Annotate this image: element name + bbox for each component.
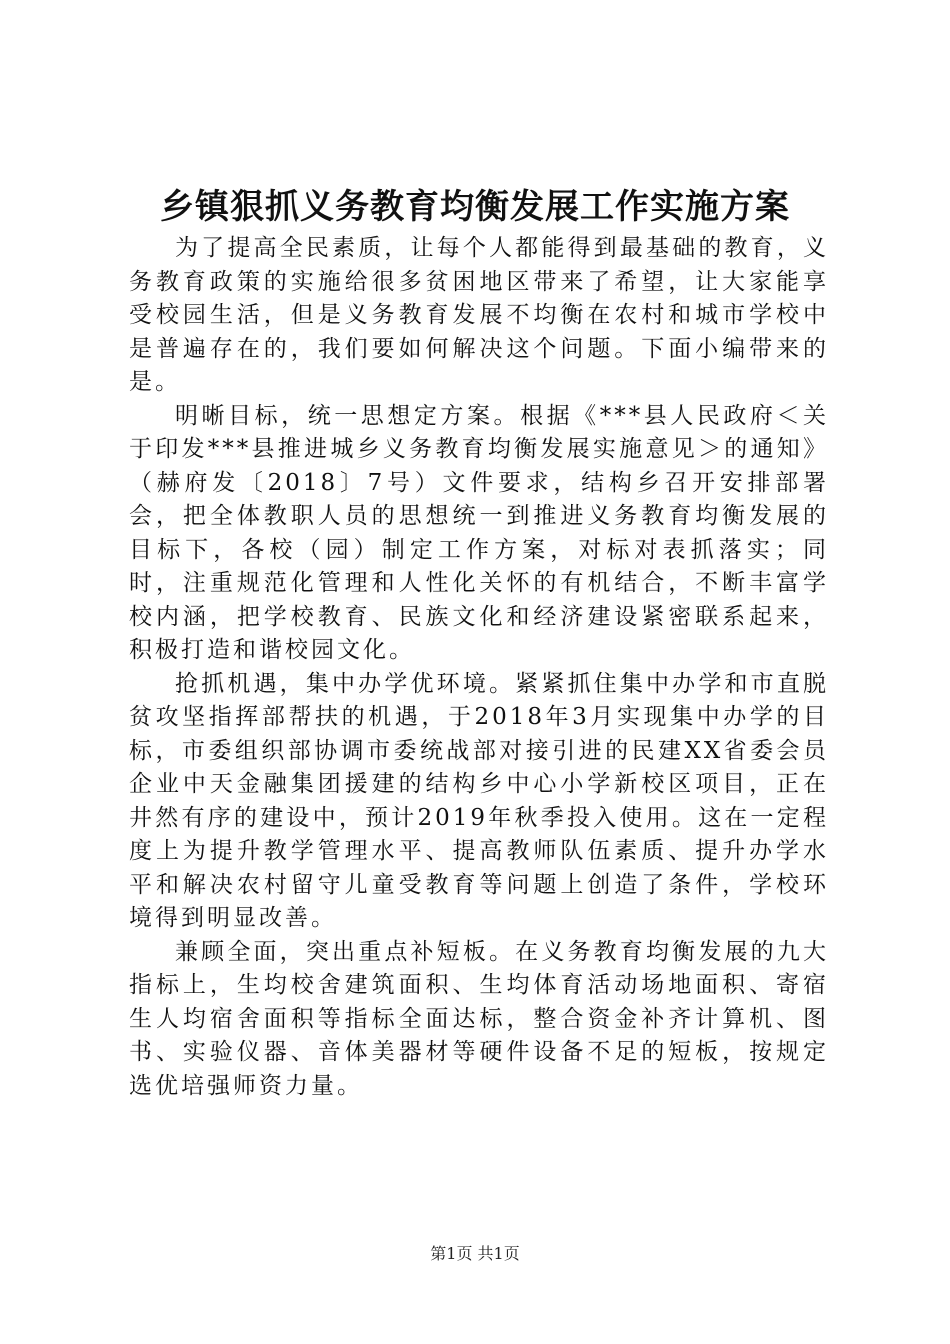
document-title: 乡镇狠抓义务教育均衡发展工作实施方案	[160, 187, 790, 227]
document-body	[129, 232, 829, 1103]
paragraph-goals: 明晰目标，统一思想定方案。根据《***县人民政府＜关于印发***县推进城乡义务教育均衡发展实施意见＞的通知》（赫府发〔2018〕7号）文件要求，结构乡召开安排部署会，把全体教职人员的思想统一到推进义务教育均衡发展的目标下，各校（园）制定工作方案，对标对表抓落实；同时，注重规范化管理和人性化关怀的有机结合，不断丰富学校内涵，把学校教育、民族文化和经济建设紧密联系起来，积极打造和谐校园文化。	[129, 402, 829, 663]
page-number-footer: 第1页 共1页	[430, 1244, 520, 1263]
paragraph-shortcomings: 兼顾全面，突出重点补短板。在义务教育均衡发展的九大指标上，生均校舍建筑面积、生均体育活动场地面积、寄宿生人均宿舍面积等指标全面达标，整合资金补齐计算机、图书、实验仪器、音体美器材等硬件设备不足的短板，按规定选优培强师资力量。	[129, 938, 829, 1099]
paragraph-intro: 为了提高全民素质，让每个人都能得到最基础的教育，义务教育政策的实施给很多贫困地区带来了希望，让大家能享受校园生活，但是义务教育发展不均衡在农村和城市学校中是普遍存在的，我们要如何解决这个问题。下面小编带来的是。	[129, 235, 829, 395]
paragraph-opportunity: 抢抓机遇，集中办学优环境。紧紧抓住集中办学和市直脱贫攻坚指挥部帮扶的机遇，于2018年3月实现集中办学的目标，市委组织部协调市委统战部对接引进的民建XX省委会员企业中天金融集团援建的结构乡中心小学新校区项目，正在井然有序的建设中，预计2019年秋季投入使用。这在一定程度上为提升教学管理水平、提高教师队伍素质、提升办学水平和解决农村留守儿童受教育等问题上创造了条件，学校环境得到明显改善。	[129, 670, 829, 931]
